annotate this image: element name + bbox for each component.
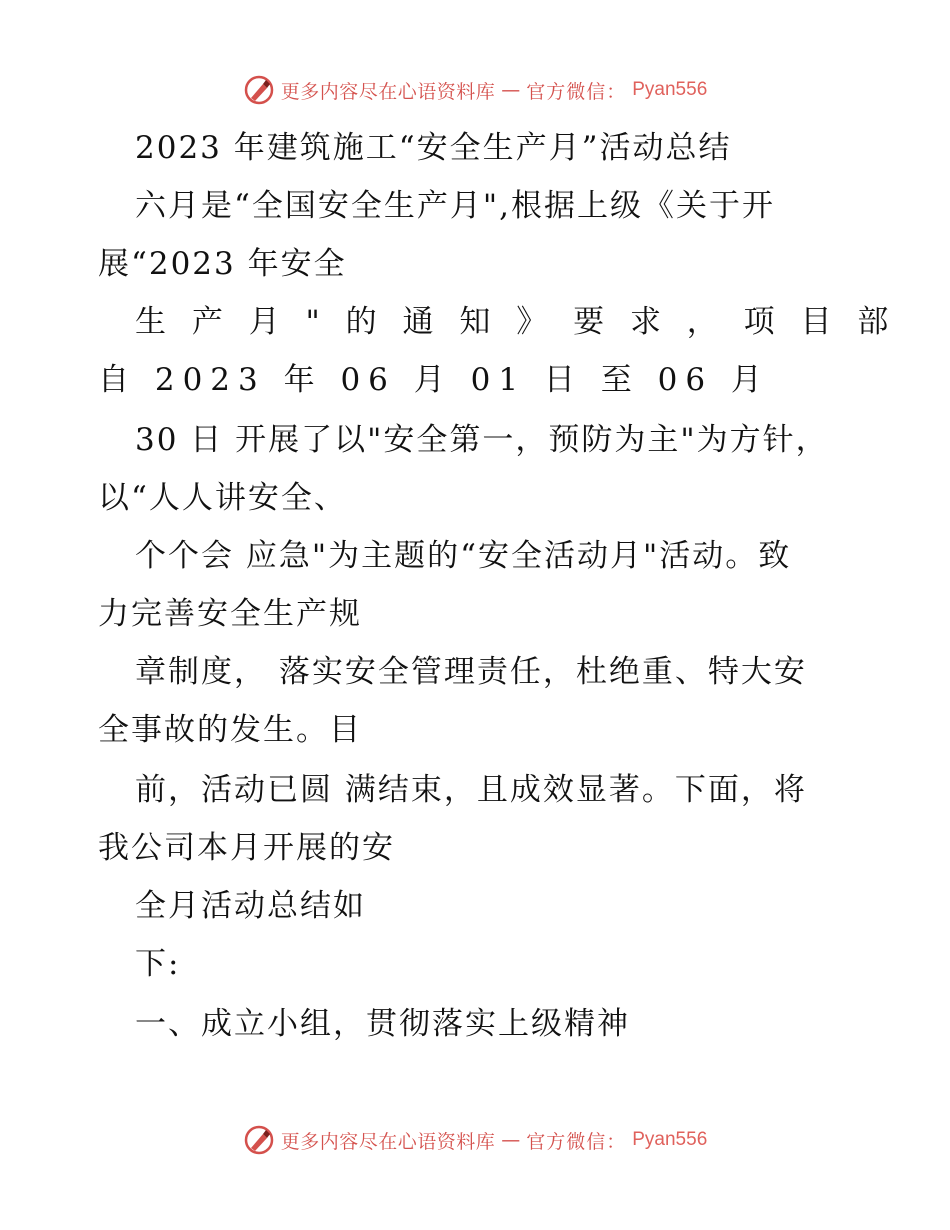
pen-logo-icon — [243, 74, 275, 106]
paragraph-line: 个个会 应急"为主题的“安全活动月"活动。致 — [135, 538, 792, 574]
watermark-separator: — — [501, 1129, 521, 1151]
watermark-main-text: 更多内容尽在心语资料库 — [280, 1130, 496, 1153]
paragraph-line: 力完善安全生产规 — [98, 596, 362, 632]
paragraph-line: 生 产 月 " 的 通 知 》 要 求 ， 项 目 部 — [135, 304, 897, 340]
paragraph-line: 以“人人讲安全、 — [98, 480, 347, 516]
paragraph-line: 全月活动总结如 — [135, 888, 366, 924]
paragraph-line: 下: — [135, 946, 181, 982]
paragraph-line: 六月是“全国安全生产月",根据上级《关于开 — [135, 188, 775, 224]
footer-watermark — [0, 1124, 950, 1156]
watermark-wechat-id: Pyan556 — [632, 1129, 708, 1150]
watermark-wechat-id: Pyan556 — [632, 79, 708, 100]
watermark-wechat-label: 官方微信： — [526, 1130, 627, 1153]
pen-logo-icon — [243, 1124, 275, 1156]
paragraph-line: 30 日 开展了以"安全第一，预防为主"为方针， — [135, 422, 829, 458]
watermark-wechat-label: 官方微信： — [526, 80, 627, 103]
document-title: 2023 年建筑施工“安全生产月”活动总结 — [135, 130, 732, 166]
paragraph-line: 全事故的发生。目 — [98, 712, 362, 748]
paragraph-line: 自 2023 年 06 月 01 日 至 06 月 — [98, 362, 770, 398]
paragraph-line: 章制度， 落实安全管理责任，杜绝重、特大安 — [135, 654, 807, 690]
paragraph-line: 前，活动已圆 满结束，且成效显著。下面，将 — [135, 772, 807, 808]
paragraph-line: 展“2023 年安全 — [98, 246, 347, 282]
section-heading: 一、成立小组，贯彻落实上级精神 — [135, 1006, 630, 1042]
paragraph-line: 我公司本月开展的安 — [98, 830, 395, 866]
watermark-main-text: 更多内容尽在心语资料库 — [280, 80, 496, 103]
watermark-separator: — — [501, 79, 521, 101]
header-watermark — [0, 74, 950, 106]
